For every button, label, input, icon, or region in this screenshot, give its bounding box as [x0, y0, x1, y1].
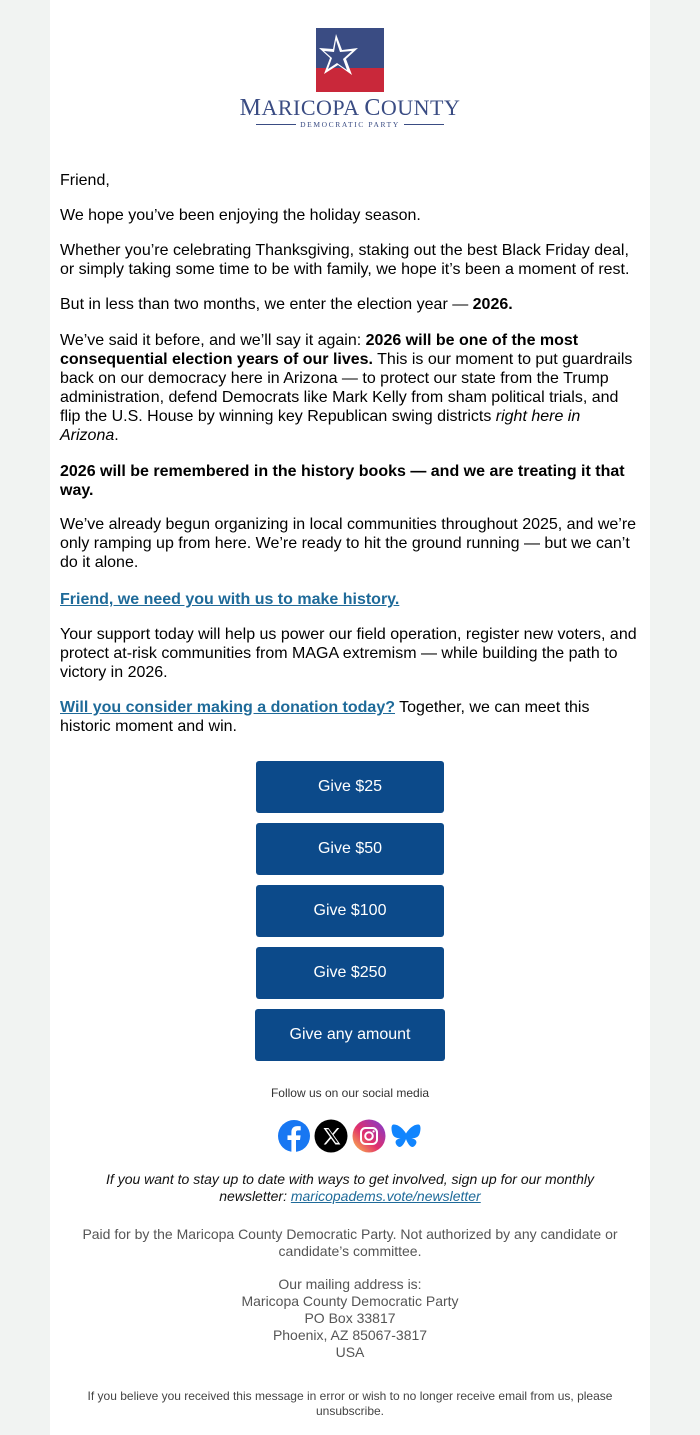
give-any-amount-button[interactable]: Give any amount	[255, 1009, 445, 1061]
logo-subtitle-row	[50, 120, 650, 129]
paragraph: We’ve said it before, and we’ll say it again: 2026 will be one of the most consequential election years of our lives. This is our moment to put guardrails back on our democracy here in Arizona — to protect our state from the Trump administration, defend Democrats like Mark Kelly from sham political trials, and flip the U.S. House by winning key Republican swing districts right here in Arizona.	[60, 332, 633, 444]
star-flag-icon	[316, 28, 384, 92]
bluesky-icon[interactable]	[389, 1119, 423, 1153]
newsletter-note: If you want to stay up to date with ways to get involved, sign up for our monthly newsletter: maricopadems.vote/newsletter	[106, 1171, 594, 1204]
unsubscribe-note[interactable]: If you believe you received this message in error or wish to no longer receive email from us, please unsubscribe.	[87, 1389, 613, 1418]
email-body	[50, 0, 650, 1435]
social-links	[277, 1119, 423, 1153]
divider	[404, 124, 444, 125]
logo-subtitle: DEMOCRATIC PARTY	[300, 120, 400, 129]
mailing-address	[70, 1276, 630, 1361]
instagram-icon[interactable]	[352, 1119, 386, 1153]
social-label: Follow us on our social media	[270, 1086, 430, 1100]
paragraph: Will you consider making a donation today? Together, we can meet this historic moment and win.	[60, 699, 590, 735]
party-logo	[50, 28, 650, 129]
give-50-button[interactable]: Give $50	[256, 823, 444, 875]
make-history-link[interactable]: Friend, we need you with us to make history.	[60, 591, 400, 608]
paragraph: We’ve already begun organizing in local communities throughout 2025, and we’re only ramping up from here. We’re ready to hit the ground running — but we can’t do it alone.	[60, 516, 637, 571]
give-25-button[interactable]: Give $25	[256, 761, 444, 813]
facebook-icon[interactable]	[277, 1119, 311, 1153]
x-icon[interactable]	[314, 1119, 348, 1153]
give-250-button[interactable]: Give $250	[256, 947, 444, 999]
mailing-label: Our mailing address is:	[278, 1276, 422, 1292]
divider	[256, 124, 296, 125]
address-org: Maricopa County Democratic Party	[241, 1293, 459, 1309]
paragraph: Whether you’re celebrating Thanksgiving, staking out the best Black Friday deal, or simply taking some time to be with family, we hope it’s been a moment of rest.	[60, 242, 630, 278]
address-po: PO Box 33817	[304, 1310, 396, 1326]
donation-link[interactable]: Will you consider making a donation today?	[60, 699, 395, 716]
greeting: Friend,	[60, 172, 110, 189]
paragraph: But in less than two months, we enter the election year — 2026.	[60, 296, 513, 313]
paragraph: We hope you’ve been enjoying the holiday season.	[60, 207, 421, 224]
bold-statement: 2026 will be remembered in the history books — and we are treating it that way.	[60, 463, 625, 499]
newsletter-link[interactable]: maricopadems.vote/newsletter	[290, 1188, 481, 1204]
logo-title: MARICOPA COUNTY	[239, 95, 461, 121]
address-country: USA	[335, 1344, 365, 1360]
give-100-button[interactable]: Give $100	[256, 885, 444, 937]
address-city: Phoenix, AZ 85067-3817	[272, 1327, 428, 1343]
paragraph: Your support today will help us power our field operation, register new voters, and protect at-risk communities from MAGA extremism — while building the path to victory in 2026.	[60, 626, 637, 681]
paid-for-disclaimer: Paid for by the Maricopa County Democratic Party. Not authorized by any candidate or candidate’s committee.	[82, 1226, 618, 1259]
paragraph	[60, 590, 399, 609]
